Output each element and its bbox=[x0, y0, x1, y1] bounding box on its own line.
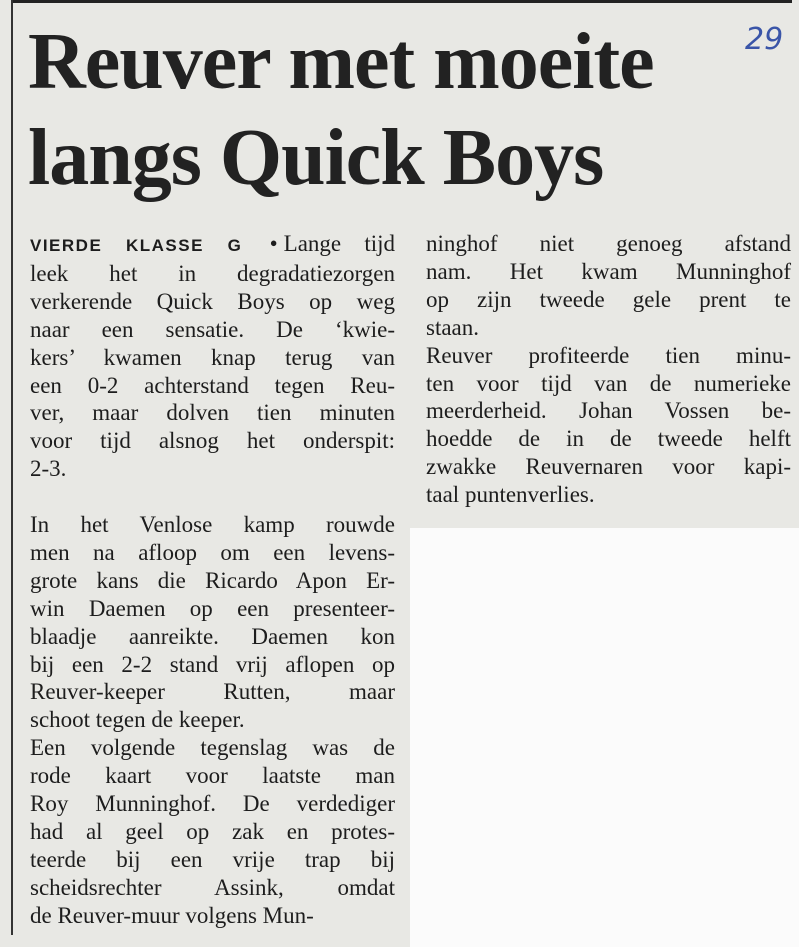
text-line bbox=[30, 230, 395, 260]
text-line: schoot tegen de keeper. bbox=[30, 707, 245, 733]
text-line: win Daemen op een presenteer- bbox=[30, 595, 395, 621]
text-line: voor tijd alsnog het onderspit: bbox=[30, 428, 395, 454]
text-line: leek het in degradatiezorgen bbox=[30, 260, 395, 286]
text-line: Reuver-keeper Rutten, maar bbox=[30, 679, 395, 705]
text-line: hoedde de in de tweede helft bbox=[426, 426, 791, 452]
text-line: men na afloop om een levens- bbox=[30, 539, 395, 565]
bullet-separator: • bbox=[269, 231, 278, 256]
text-line: nam. Het kwam Munninghof bbox=[426, 258, 791, 284]
text-line-content: Lange tijd bbox=[283, 231, 395, 256]
paragraph bbox=[426, 342, 791, 509]
headline bbox=[28, 14, 728, 206]
article-column-2 bbox=[426, 230, 791, 509]
text-line: blaadje aanreikte. Daemen kon bbox=[30, 623, 395, 649]
text-line: Roy Munninghof. De verdediger bbox=[30, 791, 395, 817]
text-line: ninghof niet genoeg afstand bbox=[426, 231, 791, 256]
text-line: Een volgende tegenslag was de bbox=[30, 735, 395, 761]
left-rule bbox=[11, 0, 13, 935]
text-line: de Reuver-muur volgens Mun- bbox=[30, 902, 314, 928]
text-line: op zijn tweede gele prent te bbox=[426, 286, 791, 312]
headline-line-2: langs Quick Boys bbox=[28, 114, 604, 202]
text-line: taal puntenverlies. bbox=[426, 482, 595, 508]
text-line: naar een sensatie. De ‘kwie- bbox=[30, 316, 395, 342]
top-rule bbox=[12, 0, 792, 3]
text-line: verkerende Quick Boys op weg bbox=[30, 288, 395, 314]
section-kicker: VIERDE KLASSE G bbox=[30, 236, 243, 255]
article-column-1 bbox=[30, 230, 395, 930]
text-line: een 0-2 achterstand tegen Reu- bbox=[30, 372, 395, 398]
handwritten-note: 29 bbox=[745, 22, 784, 57]
text-line: meerderheid. Johan Vossen be- bbox=[426, 398, 791, 424]
paragraph bbox=[426, 230, 791, 342]
text-line: kers’ kwamen knap terug van bbox=[30, 344, 395, 370]
paragraph-gap bbox=[30, 483, 395, 511]
text-line: bij een 2-2 stand vrij aflopen op bbox=[30, 651, 395, 677]
paragraph bbox=[30, 511, 395, 734]
text-line: In het Venlose kamp rouwde bbox=[30, 512, 395, 538]
blank-paper-area bbox=[410, 528, 799, 947]
text-line: teerde bij een vrije trap bij bbox=[30, 846, 395, 872]
text-line: rode kaart voor laatste man bbox=[30, 763, 395, 789]
text-line: Reuver profiteerde tien minu- bbox=[426, 342, 791, 368]
text-line: zwakke Reuvernaren voor kapi- bbox=[426, 454, 791, 480]
text-line: scheidsrechter Assink, omdat bbox=[30, 874, 395, 900]
text-line: ten voor tijd van de numerieke bbox=[426, 370, 791, 396]
text-line: ver, maar dolven tien minuten bbox=[30, 400, 395, 426]
text-line: grote kans die Ricardo Apon Er- bbox=[30, 567, 395, 593]
paragraph bbox=[30, 734, 395, 929]
paragraph bbox=[30, 230, 395, 483]
headline-line-1: Reuver met moeite bbox=[28, 18, 654, 106]
text-line: staan. bbox=[426, 314, 480, 340]
text-line: 2-3. bbox=[30, 456, 67, 482]
text-line: had al geel op zak en protes- bbox=[30, 819, 395, 845]
